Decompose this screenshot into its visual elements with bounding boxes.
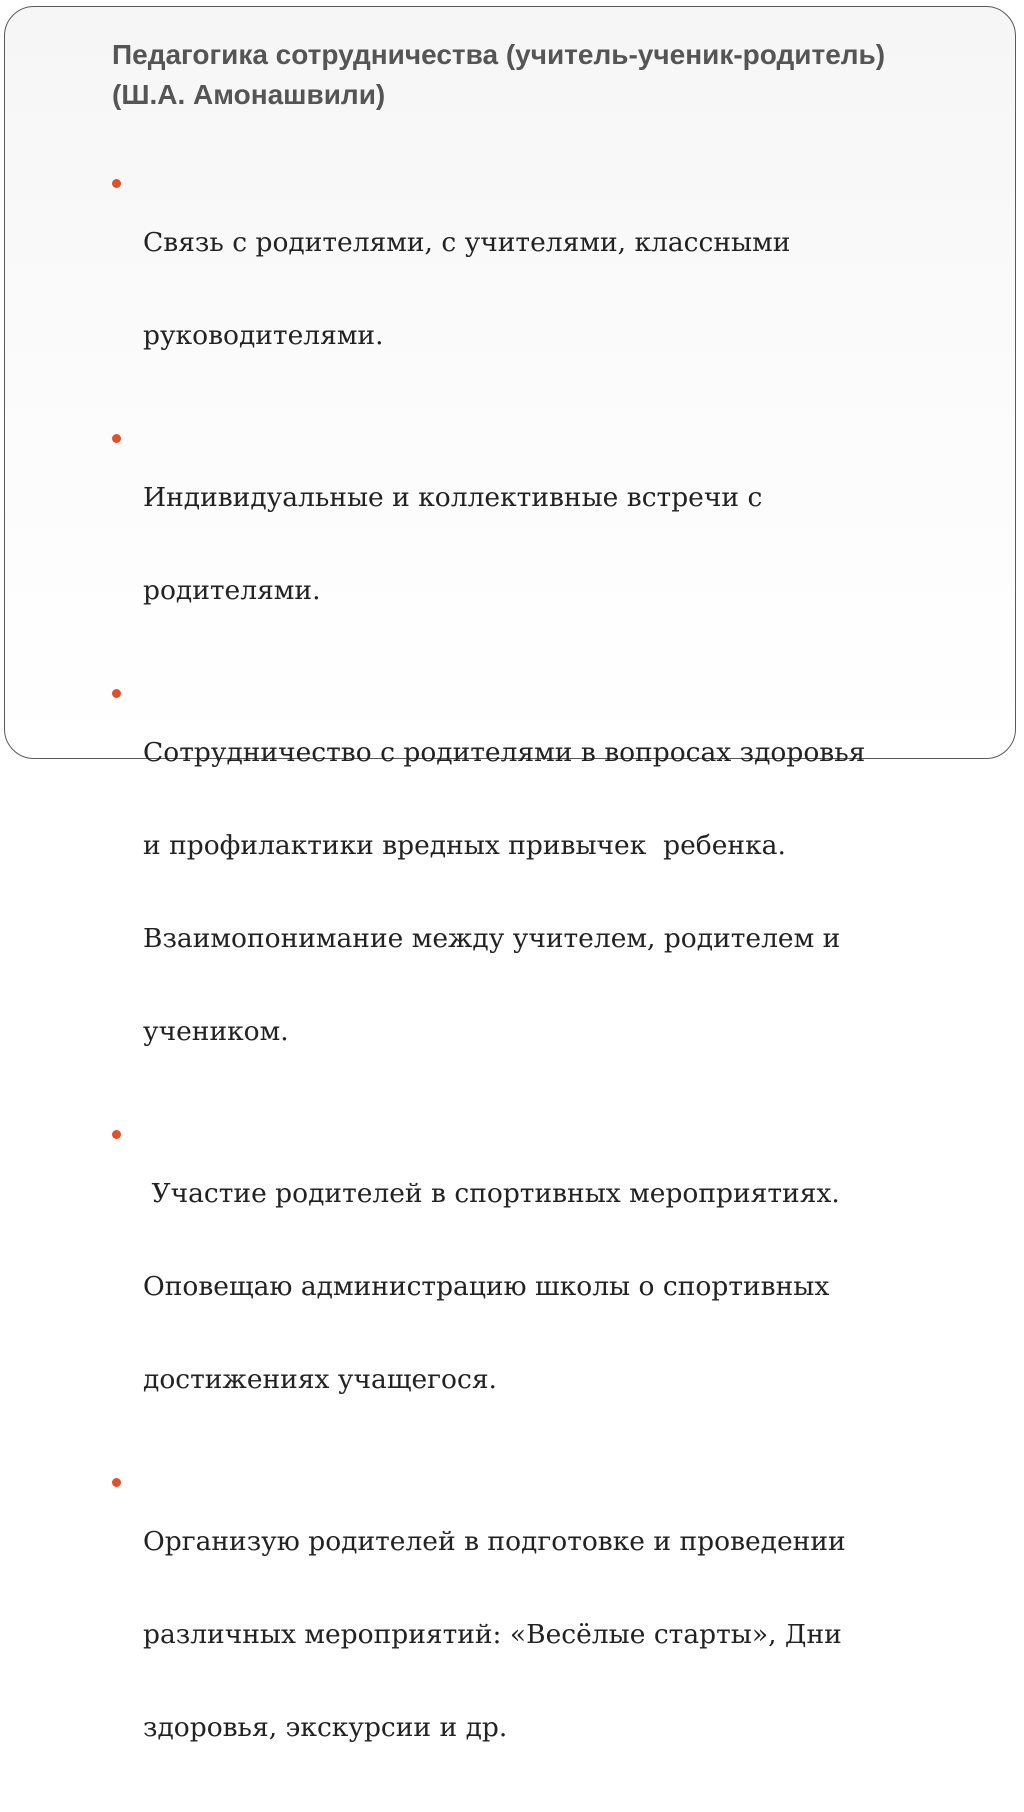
bullet-item-3	[112, 675, 962, 1109]
bullet-item-1	[112, 165, 962, 413]
bullet-line: различных мероприятий: «Весёлые старты», Дни	[143, 1619, 842, 1650]
bullet-dot-icon	[112, 434, 121, 443]
bullet-line: и профилактики вредных привычек ребенка.	[143, 830, 786, 861]
title-line-2: (Ш.А. Амонашвили)	[112, 79, 386, 110]
bullet-item-4	[112, 1116, 962, 1457]
bullet-line: Организую родителей в подготовке и проведении	[143, 1526, 846, 1557]
bullet-dot-icon	[112, 689, 121, 698]
bullet-line: учеником.	[143, 1016, 289, 1047]
bullet-dot-icon	[112, 1130, 121, 1139]
bullet-dot-icon	[112, 1478, 121, 1487]
bullet-dot-icon	[112, 179, 121, 188]
bullet-line: Участие родителей в спортивных мероприятиях.	[143, 1178, 840, 1209]
bullet-line: Взаимопонимание между учителем, родителем и	[143, 923, 841, 954]
title-line-1: Педагогика сотрудничества (учитель-ученик-родитель)	[112, 39, 886, 70]
bullet-list	[112, 165, 962, 1812]
bullet-item-2	[112, 420, 962, 668]
bullet-text	[143, 1464, 962, 1805]
bullet-line: руководителями.	[143, 320, 384, 351]
bullet-line: достижениях учащегося.	[143, 1364, 497, 1395]
bullet-line: здоровья, экскурсии и др.	[143, 1712, 508, 1743]
bullet-text	[143, 165, 962, 413]
bullet-line: Сотрудничество с родителями в вопросах здоровья	[143, 737, 866, 768]
slide-title	[112, 35, 972, 115]
bullet-text	[143, 420, 962, 668]
bullet-line: Оповещаю администрацию школы о спортивных	[143, 1271, 830, 1302]
bullet-line: Связь с родителями, с учителями, классными	[143, 227, 791, 258]
bullet-text	[143, 1116, 962, 1457]
bullet-item-5	[112, 1464, 962, 1805]
bullet-line: Индивидуальные и коллективные встречи с	[143, 482, 763, 513]
bullet-line: родителями.	[143, 575, 321, 606]
bullet-text	[143, 675, 962, 1109]
